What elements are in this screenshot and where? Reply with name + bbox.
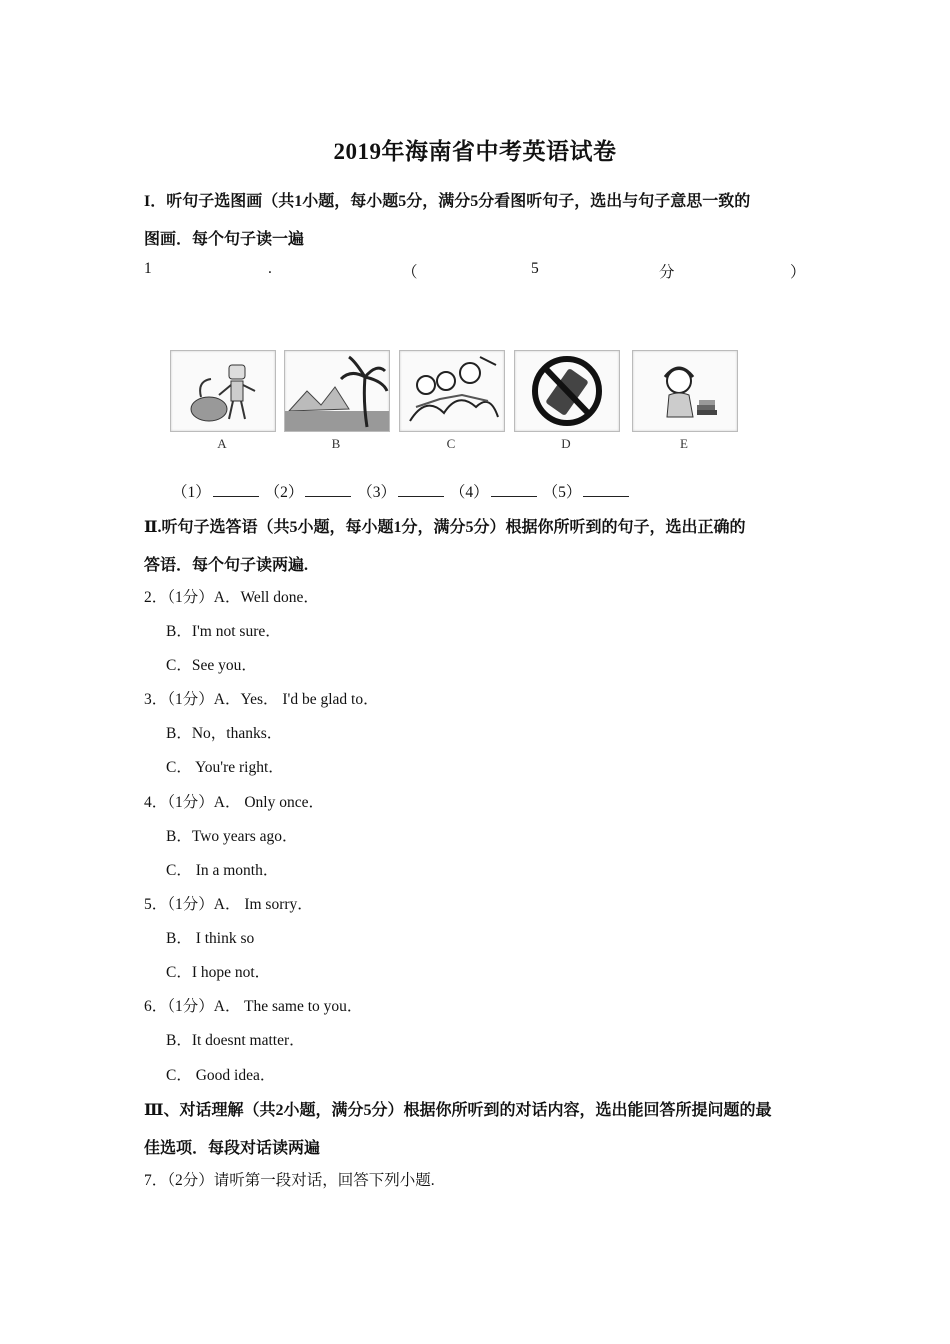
question-1 (144, 260, 804, 282)
question-4-stem: 4．（1分）A． Only once． (144, 794, 324, 811)
question-4-option-b: B．Two years ago． (166, 828, 298, 845)
picture-b (284, 350, 390, 432)
question-3-option-c: C． You're right． (166, 759, 284, 776)
section3-heading-line1: Ⅲ、对话理解（共2小题，满分5分）根据你所听到的对话内容，选出能回答所提问题的最 (144, 1102, 772, 1119)
q1-number: 1 (144, 260, 152, 277)
question-2-stem: 2．（1分）A．Well done． (144, 589, 319, 606)
picture-a-label: A (217, 436, 227, 451)
question-5-option-c: C．I hope not． (166, 964, 271, 981)
section1-heading-line1: I．听句子选图画（共1小题，每小题5分，满分5分看图听句子，选出与句子意思一致的 (144, 193, 751, 210)
picture-options (170, 350, 740, 455)
section2-heading-line1: Ⅱ.听句子选答语（共5小题，每小题1分，满分5分）根据你所听到的句子，选出正确的 (144, 519, 746, 536)
question-6-option-b: B．It doesnt matter． (166, 1032, 305, 1049)
section2-heading-line2: 答语．每个句子读两遍. (144, 557, 309, 574)
blank-label-1: （1） (172, 484, 211, 501)
question-2-option-b: B．I'm not sure． (166, 623, 281, 640)
no-phone-icon (515, 351, 619, 431)
question-5-stem: 5．（1分）A． Im sorry． (144, 896, 313, 913)
question-6-stem: 6．（1分）A． The same to you． (144, 998, 363, 1015)
question-4-option-c: C． In a month． (166, 862, 279, 879)
group-children-icon (400, 351, 504, 431)
question-2-option-c: C．See you． (166, 657, 257, 674)
picture-e-label: E (680, 436, 688, 451)
picture-d-label: D (561, 436, 571, 451)
picture-b-label: B (331, 436, 341, 451)
q1-right-paren: ） (790, 264, 806, 281)
palm-landscape-icon (285, 351, 389, 431)
answer-blank-1[interactable] (213, 482, 259, 497)
picture-c (399, 350, 505, 432)
blank-label-3: （3） (357, 484, 397, 501)
picture-e (632, 350, 738, 432)
blank-label-5: （5） (542, 484, 582, 501)
answer-blank-4[interactable] (491, 482, 537, 497)
question-5-option-b: B． I think so (166, 930, 255, 947)
answer-blanks (172, 480, 631, 502)
question-7-stem: 7．（2分）请听第一段对话，回答下列小题. (144, 1172, 435, 1189)
answer-blank-2[interactable] (305, 482, 351, 497)
question-3-stem: 3．（1分）A．Yes． I'd be glad to． (144, 691, 379, 708)
answer-blank-5[interactable] (583, 482, 629, 497)
q1-score: 5 (531, 260, 539, 277)
robot-vacuum-icon (171, 351, 275, 431)
blank-label-4: （4） (449, 484, 489, 501)
picture-a (170, 350, 276, 432)
q1-dot: . (268, 260, 272, 277)
blank-label-2: （2） (264, 484, 304, 501)
question-3-option-b: B．No，thanks． (166, 725, 283, 742)
q1-left-paren: （ (402, 264, 418, 281)
section3-heading-line2: 佳选项．每段对话读两遍 (144, 1140, 321, 1157)
section1-heading-line2: 图画．每个句子读一遍 (144, 231, 305, 248)
page-title: 2019年海南省中考英语试卷 (333, 139, 617, 164)
q1-score-unit: 分 (659, 264, 675, 281)
answer-blank-3[interactable] (398, 482, 444, 497)
question-6-option-c: C． Good idea． (166, 1067, 276, 1084)
picture-c-label: C (446, 436, 456, 451)
girl-reading-icon (633, 351, 737, 431)
picture-d (514, 350, 620, 432)
